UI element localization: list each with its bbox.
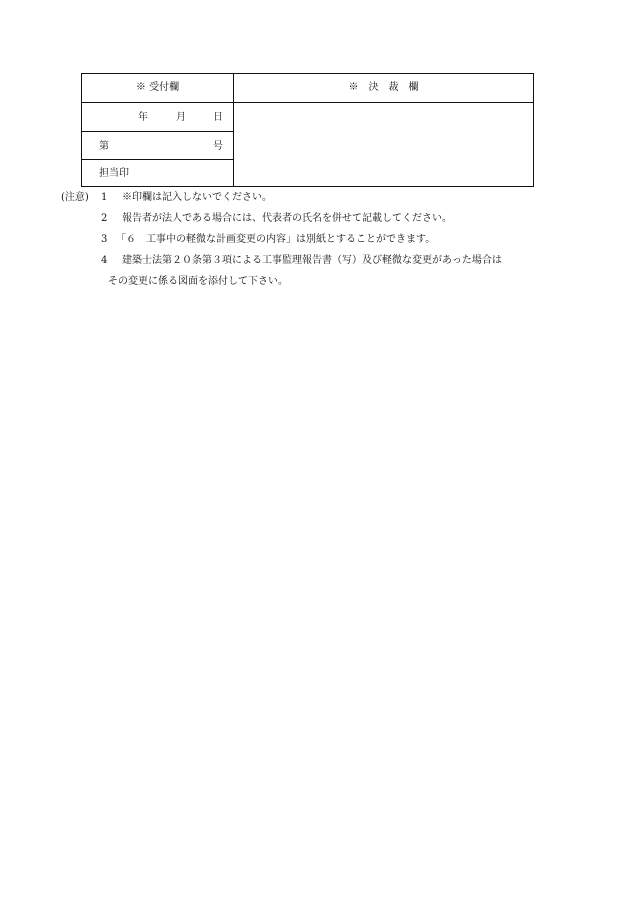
number-suffix-label: 号: [213, 141, 223, 152]
note-number-2: 2: [101, 213, 108, 224]
reception-decision-table: [81, 73, 534, 187]
note-text-3: 「６ 工事中の軽微な計画変更の内容」は別紙とすることができます。: [116, 234, 436, 245]
date-month-label: 月: [176, 112, 186, 123]
reception-number-cell: [82, 132, 233, 160]
date-day-label: 日: [213, 112, 223, 123]
date-year-label: 年: [138, 112, 148, 123]
staff-seal-cell: [82, 160, 233, 186]
number-prefix-label: 第: [99, 141, 109, 152]
note-number-1: 1: [101, 192, 108, 203]
reception-header: ※ 受付欄: [135, 82, 180, 93]
note-text-4: 建築士法第２０条第３項による工事監理報告書（写）及び軽微な変更があった場合は: [122, 255, 502, 266]
note-continuation: その変更に係る図面を添付して下さい。: [108, 276, 288, 287]
note-text-2: 報告者が法人である場合には、代表者の氏名を併せて記載してください。: [122, 213, 452, 224]
decision-column: [234, 74, 533, 186]
note-number-4: 4: [101, 255, 108, 266]
reception-header-cell: [82, 74, 233, 103]
staff-seal-label: 担当印: [99, 168, 129, 179]
decision-header: ※ 決 裁 欄: [348, 82, 419, 93]
note-number-3: 3: [101, 234, 108, 245]
reception-date-cell: [82, 103, 233, 132]
decision-header-cell: [234, 74, 533, 103]
notes-label: (注意): [61, 192, 89, 203]
reception-column: [82, 74, 234, 186]
note-text-1: ※印欄は記入しないでください。: [122, 192, 272, 203]
